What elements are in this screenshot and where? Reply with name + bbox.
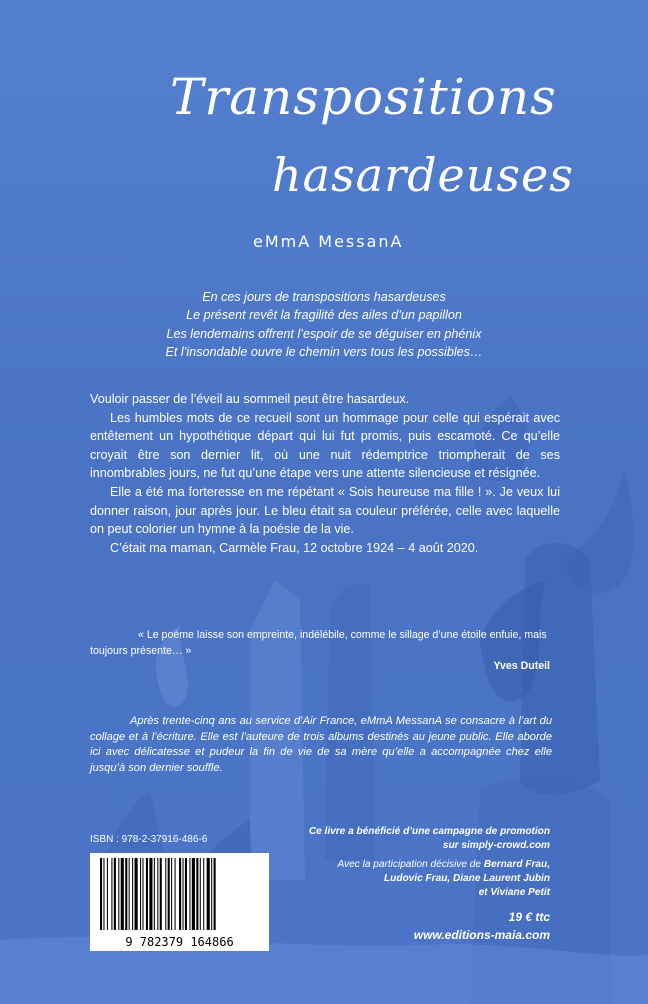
barcode-bar (200, 858, 201, 930)
credit-name: et Viviane Petit (478, 887, 550, 899)
barcode-bar (189, 858, 190, 930)
book-title-line2: hasardeuses (272, 148, 574, 202)
book-title-line1: Transpositions (170, 68, 557, 126)
barcode-bar (118, 858, 119, 930)
credit-name: Bernard Frau, (483, 859, 550, 870)
barcode-bar (207, 858, 210, 930)
price: 19 € ttc (508, 910, 550, 924)
poem-line: En ces jours de transpositions hasardeuses (202, 290, 446, 304)
barcode-bar (192, 858, 195, 930)
barcode-bar (100, 858, 102, 930)
promo-line: sur simply-crowd.com (442, 840, 550, 852)
barcode-bar (185, 858, 187, 930)
barcode-bar (168, 858, 170, 930)
poem-line: Les lendemains offrent l’espoir de se déguiser en phénix (166, 326, 482, 341)
barcode-bar (146, 858, 148, 930)
barcode-bar (125, 858, 127, 930)
author-bio (90, 714, 552, 777)
barcode-bar (214, 858, 216, 930)
barcode-bar (107, 858, 108, 930)
barcode-bar (103, 858, 104, 930)
dedication-text (90, 390, 560, 557)
credit-name: Ludovic Frau, Diane Laurent Jubin (383, 873, 550, 885)
credits-line (290, 886, 550, 900)
barcode-bar (183, 858, 184, 930)
bio-paragraph: Après trente-cinq ans au service d’Air France, eMmA MessanA se consacre à l’art du collage et à l’écriture. Elle est l’auteure de trois albums destinés au jeune public. Elle aborde ici avec délicatesse et pudeur la fin de vie de sa mère qu’elle a accompagnée chez elle jusqu’à son dernier souffle. (90, 715, 552, 775)
barcode (90, 853, 269, 951)
barcode-bar (203, 858, 204, 930)
credits-intro: Avec la participation décisive de (337, 859, 481, 870)
barcode-bar (140, 858, 141, 930)
poem-line: Et l’insondable ouvre le chemin vers tous les possibles… (165, 344, 483, 359)
barcode-bars (90, 853, 269, 951)
barcode-bar (135, 858, 138, 930)
author-name: eMmA MessanA (253, 232, 404, 251)
barcode-bar (179, 858, 181, 930)
barcode-bar (114, 858, 116, 930)
paragraph: Elle a été ma forteresse en me répétant « Sois heureuse ma fille ! ». Je veux lui donner raison, jour après jour. Le bleu était sa couleur préférée, celle avec laquelle on peut colorier un hymne à la poésie de la vie. (90, 484, 560, 537)
credits-line (290, 872, 550, 886)
paragraph: Vouloir passer de l’éveil au sommeil peut être hasardeux. (90, 392, 410, 406)
participation-credits (290, 858, 550, 901)
barcode-bar (154, 858, 155, 930)
barcode-bar (129, 858, 130, 930)
barcode-number: 9 782379 164866 (125, 935, 234, 949)
barcode-bar (132, 858, 133, 930)
barcode-bar (211, 858, 212, 930)
paragraph: Les humbles mots de ce recueil sont un hommage pour celle qui espérait avec entêtement un hypothétique départ qui lui fut promis, puis escamoté. Ce qu’elle croyait être son dernier lit, où une nuit rédemptrice triompherait de ses innombrables jours, ne fut qu’une étape vers une attente silencieuse et résignée. (90, 410, 560, 481)
quote-text: « Le poème laisse son empreinte, indélébile, comme le sillage d’une étoile enfuie, mais toujours présente… » (90, 629, 547, 657)
quote-author: Yves Duteil (493, 660, 550, 672)
promo-line: Ce livre a bénéficié d’une campagne de promotion (308, 826, 550, 837)
paragraph: C’était ma maman, Carmèle Frau, 12 octobre 1924 – 4 août 2020. (110, 540, 479, 555)
poem-line: Le présent revêt la fragilité des ailes d’un papillon (186, 308, 462, 323)
promotion-notice (290, 825, 550, 853)
barcode-bar (171, 858, 172, 930)
barcode-bar (160, 858, 162, 930)
publisher-website: www.editions-maia.com (413, 928, 550, 942)
barcode-bar (165, 858, 166, 930)
barcode-bar (175, 858, 176, 930)
poem-excerpt (0, 288, 648, 361)
barcode-bar (111, 858, 112, 930)
isbn: ISBN : 978-2-37916-486-6 (90, 834, 208, 845)
credits-line (290, 858, 550, 872)
barcode-bar (121, 858, 124, 930)
barcode-bar (157, 858, 158, 930)
barcode-bar (142, 858, 143, 930)
barcode-bar (196, 858, 198, 930)
barcode-bar (149, 858, 152, 930)
